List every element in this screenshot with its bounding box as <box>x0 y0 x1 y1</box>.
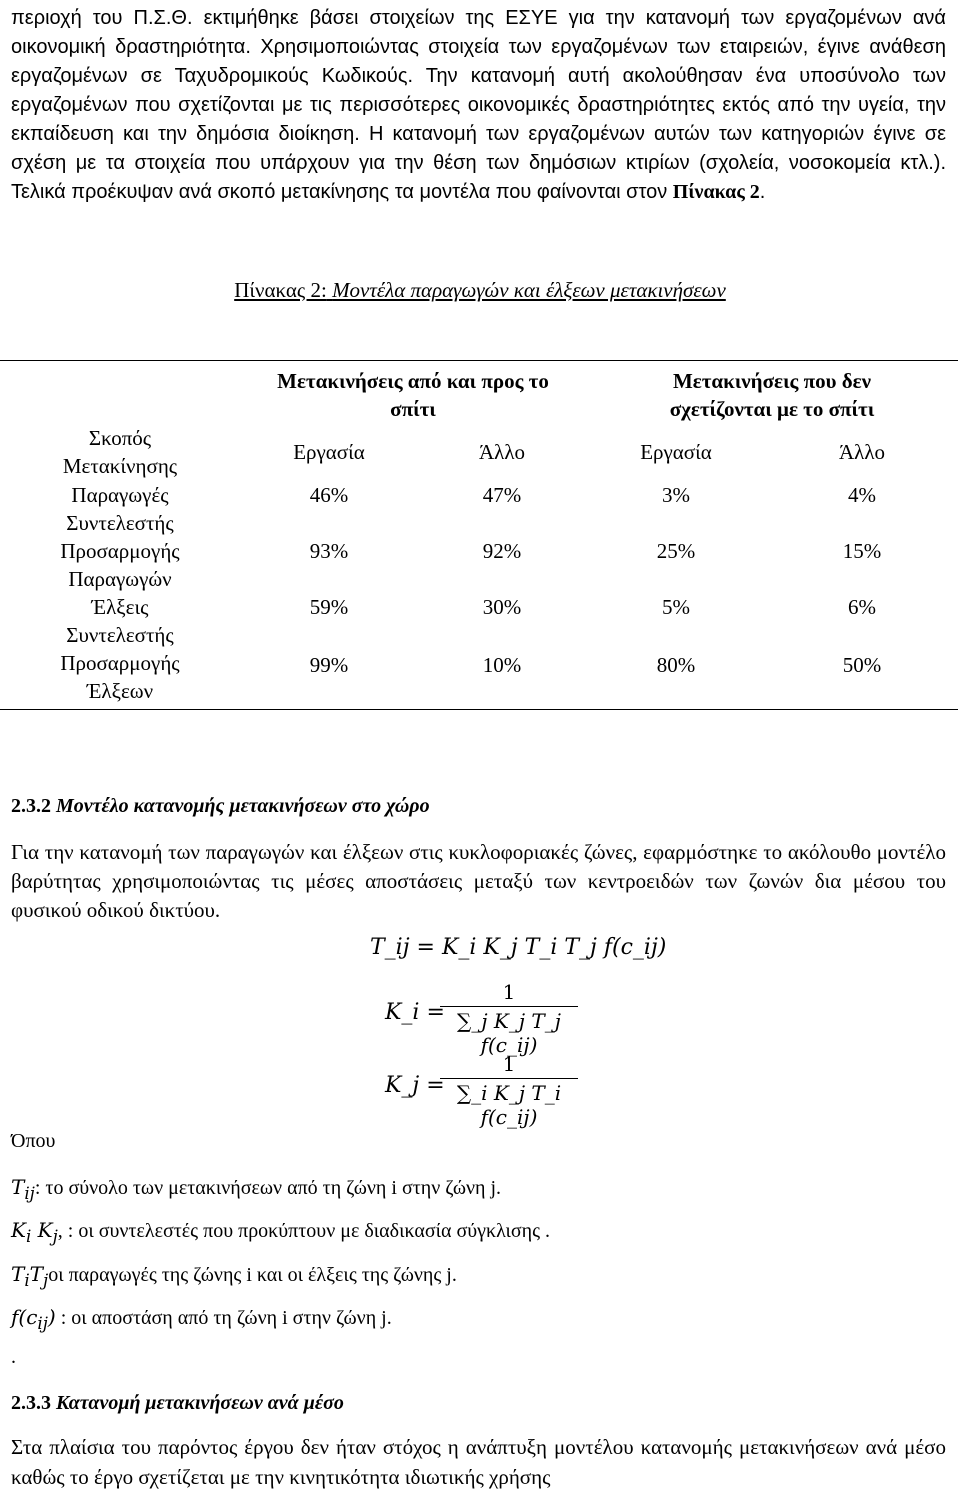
equation-kj-lhs: K_j = <box>385 1073 445 1098</box>
definition-fcij: $f(c_{ij})$ : οι αποστάση από τη ζώνη i στην ζώνη j. <box>11 1305 392 1333</box>
row-header-label: Σκοπός Μετακίνησης <box>62 426 178 478</box>
section-title: Κατανομή μετακινήσεων ανά μέσο <box>56 1392 344 1414</box>
definition-ti-tj: $T_iT_jo\iota$ παραγωγές της ζώνης i και οι έλξεις της ζώνης j. <box>11 1262 457 1290</box>
table-cell: 5% <box>662 595 690 619</box>
table-caption <box>0 278 960 303</box>
table-row <box>0 481 958 509</box>
table-cell: 80% <box>656 653 696 677</box>
table-cell: 92% <box>482 539 522 563</box>
row-label: Συντελεστής Προσαρμογής Παραγωγών <box>60 511 180 591</box>
subheader-work-home: Εργασία <box>293 440 365 464</box>
row-label: Παραγωγές <box>71 483 169 507</box>
table-row <box>0 509 958 593</box>
equation-kj-numerator: 1 <box>502 1052 516 1076</box>
equation-ki-fraction <box>440 980 578 1057</box>
subheader-other-nonhome: Άλλο <box>838 440 886 464</box>
definition-ki-kj: $K_i$ $K_j$, : οι συντελεστές που προκύπτουν με διαδικασία σύγκλισης . <box>11 1218 551 1246</box>
section-232-paragraph: Για την κατανομή των παραγωγών και έλξεων στις κυκλοφοριακές ζώνες, εφαρμόστηκε το ακόλουθο μοντέλο βαρύτητας χρησιμοποιώντας τις μέσες αποστάσεις μεταξύ των κεντροειδών των ζωνών δια μέσου του φυσικού οδικού δικτύου. <box>11 840 946 922</box>
subheader-other-home: Άλλο <box>478 440 526 464</box>
definition-tij: $T_{ij}$: το σύνολο των μετακινήσεων από τη ζώνη i στην ζώνη j. <box>11 1175 502 1203</box>
where-label: Όπου <box>11 1130 56 1152</box>
table-cell: 46% <box>309 483 349 507</box>
table-cell: 30% <box>482 595 522 619</box>
section-number: 2.3.2 <box>11 795 51 817</box>
definitions-list <box>11 1130 946 1430</box>
section-title: Μοντέλο κατανομής μετακινήσεων στο χώρο <box>56 795 430 817</box>
table-cell: 10% <box>482 653 522 677</box>
table-cell: 99% <box>309 653 349 677</box>
intro-paragraph <box>11 4 946 207</box>
subheader-work-nonhome: Εργασία <box>640 440 712 464</box>
equation-ki-denominator: ∑_j K_j T_j f(c_ij) <box>457 1009 561 1057</box>
equation-kj-fraction <box>440 1052 578 1129</box>
table-caption-label: Πίνακας 2: <box>234 278 327 302</box>
table-cell: 6% <box>848 595 876 619</box>
intro-text: περιοχή του Π.Σ.Θ. εκτιμήθηκε βάσει στοιχείων της ΕΣΥΕ για την κατανομή των εργαζομένων ανά οικονομική δραστηριότητα. Χρησιμοποιώντας στοιχεία των εργαζομένων των εταιρειών, έγινε ανάθεση εργαζομένων σε Ταχυδρομικούς Κωδικούς. Την κατανομή αυτή ακολούθησαν ένα υποσύνολο των εργαζομένων που σχετίζονται με τις περισσότερες οικονομικές δραστηριότητες εκτός από την υγεία, την εκπαίδευση και την δημόσια διοίκηση. Η κατανομή των εργαζομένων αυτών των κατηγοριών έγινε σε σχέση με τα στοιχεία που υπάρχουν για την θέση των δημόσιων κτιρίων (σχολεία, νοσοκομεία κτλ.). Τελικά προέκυψαν ανά σκοπό μετακίνησης τα μοντέλα που φαίνονται στον <box>11 7 946 203</box>
table-cell: 59% <box>309 595 349 619</box>
table-subheader-row <box>0 423 958 481</box>
section-233-paragraph: Στα πλαίσια του παρόντος έργου δεν ήταν στόχος η ανάπτυξη μοντέλου κατανομής μετακινήσεων ανά μέσο καθώς το έργο σχετίζεται με την κινητικότητα ιδιωτικής χρήσης <box>11 1435 946 1489</box>
stray-dot: . <box>11 1346 16 1368</box>
row-label: Συντελεστής Προσαρμογής Έλξεων <box>60 623 180 703</box>
group-header-non-home: Μετακινήσεις που δεν σχετίζονται με το σπίτι <box>669 369 875 421</box>
equation-kj-denominator: ∑_i K_j T_i f(c_ij) <box>456 1081 562 1129</box>
table-reference: Πίνακας 2 <box>672 181 760 203</box>
equation-tij: T_ij = K_i K_j T_i T_j f(c_ij) <box>370 935 667 960</box>
section-heading-232 <box>11 795 430 818</box>
table-cell: 25% <box>656 539 696 563</box>
table-caption-title: Μοντέλα παραγωγών και έλξεων μετακινήσεων <box>332 278 726 302</box>
table-cell: 15% <box>842 539 882 563</box>
section-heading-233 <box>11 1392 344 1415</box>
intro-end: . <box>759 181 766 203</box>
trip-models-table <box>0 360 958 710</box>
table-cell: 3% <box>662 483 690 507</box>
equation-ki-numerator: 1 <box>502 980 516 1004</box>
table-cell: 4% <box>848 483 876 507</box>
row-label: Έλξεις <box>91 595 149 619</box>
table-cell: 47% <box>482 483 522 507</box>
group-header-home: Μετακινήσεις από και προς το σπίτι <box>277 369 549 421</box>
section-number: 2.3.3 <box>11 1392 51 1414</box>
table-row <box>0 621 958 710</box>
equation-ki-lhs: K_i = <box>385 1000 445 1025</box>
table-cell: 93% <box>309 539 349 563</box>
table-cell: 50% <box>842 653 882 677</box>
table-group-header-row-content <box>0 367 958 423</box>
table-row <box>0 593 958 621</box>
